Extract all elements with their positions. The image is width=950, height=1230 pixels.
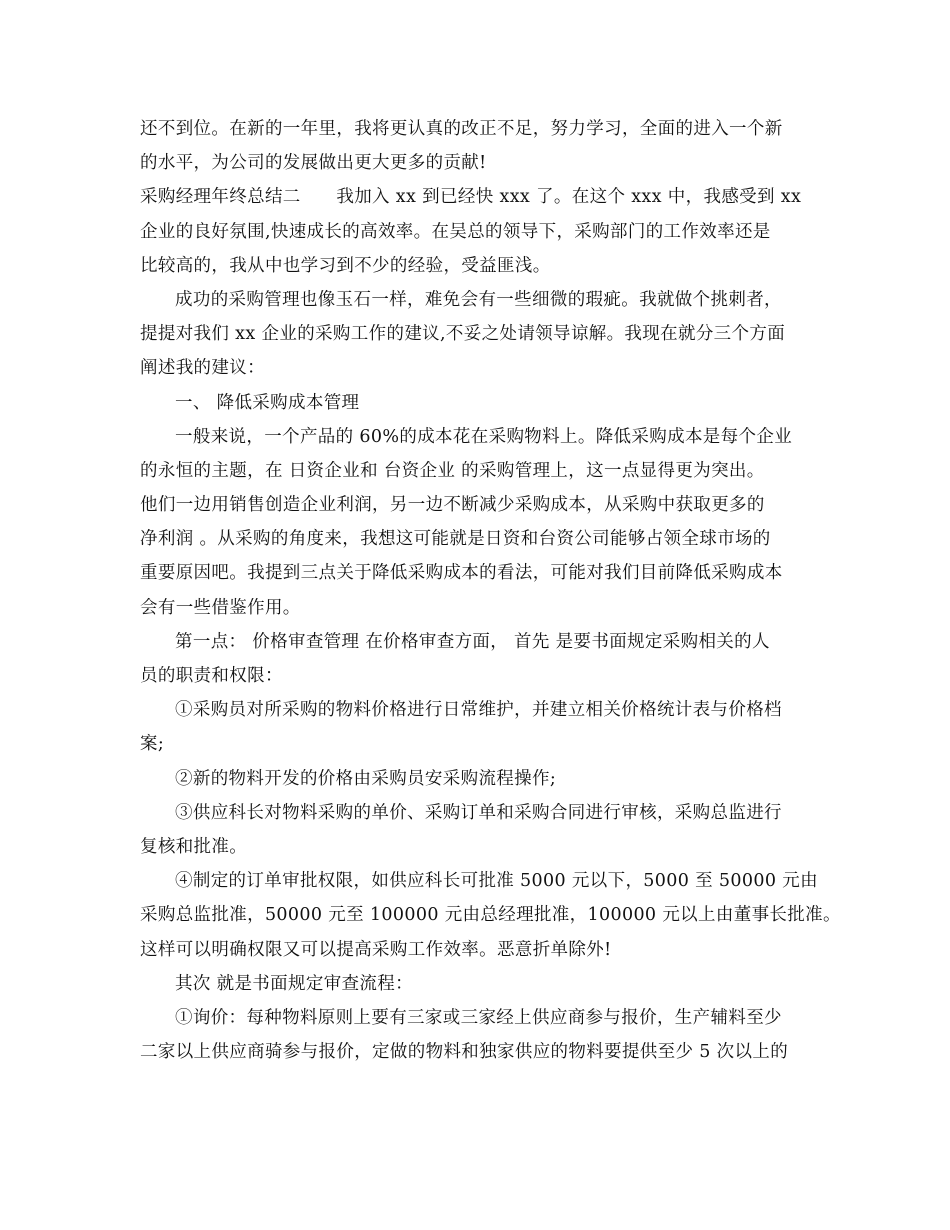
- list-item: ①采购员对所采购的物料价格进行日常维护，并建立相关价格统计表与价格档: [175, 700, 782, 721]
- text-line: 这样可以明确权限又可以提高采购工作效率。恶意折单除外!: [140, 939, 612, 960]
- list-item: ②新的物料开发的价格由采购员安采购流程操作;: [175, 768, 557, 789]
- list-item: ④制定的订单审批权限，如供应科长可批准 5000 元以下，5000 至 50000 元由: [175, 871, 818, 892]
- text-line: 采购总监批准，50000 元至 100000 元由总经理批准，100000 元以上由董事长批准。: [140, 905, 841, 926]
- text-line: 一般来说，一个产品的 60%的成本花在采购物料上。降低采购成本是每个企业: [175, 426, 793, 447]
- list-item: ①询价：每种物料原则上要有三家或三家经上供应商参与报价，生产辅料至少: [175, 1007, 782, 1028]
- text-line: 的水平，为公司的发展做出更大更多的贡献!: [140, 153, 487, 174]
- text-line: 采购经理年终总结二 我加入 xx 到已经快 xxx 了。在这个 xxx 中，我感受到 xx: [140, 187, 802, 208]
- text-line: 其次 就是书面规定审查流程：: [175, 973, 413, 994]
- text-line: 第一点： 价格审查管理 在价格审查方面， 首先 是要书面规定采购相关的人: [175, 631, 770, 652]
- text-line: 企业的良好氛围,快速成长的高效率。在吴总的领导下，采购部门的工作效率还是: [140, 221, 771, 242]
- text-line: 重要原因吧。我提到三点关于降低采购成本的看法，可能对我们目前降低采购成本: [140, 563, 783, 584]
- text-line: 的永恒的主题，在 日资企业和 台资企业 的采购管理上，这一点显得更为突出。: [140, 460, 765, 481]
- list-item: ③供应科长对物料采购的单价、采购订单和采购合同进行审核，采购总监进行: [175, 802, 782, 823]
- text-line: 案;: [140, 734, 165, 755]
- text-line: 还不到位。在新的一年里，我将更认真的改正不足，努力学习，全面的进入一个新: [140, 119, 783, 139]
- text-line: 他们一边用销售创造企业利润，另一边不断减少采购成本，从采购中获取更多的: [140, 495, 765, 516]
- text-line: 二家以上供应商骑参与报价，定做的物料和独家供应的物料要提供至少 5 次以上的: [140, 1042, 789, 1063]
- text-line: 成功的采购管理也像玉石一样，难免会有一些细微的瑕疵。我就做个挑刺者，: [175, 289, 782, 310]
- section-heading: 一、 降低采购成本管理: [175, 392, 360, 413]
- text-line: 比较高的，我从中也学习到不少的经验，受益匪浅。: [140, 255, 551, 276]
- text-line: 阐述我的建议：: [140, 358, 265, 379]
- text-line: 会有一些借鉴作用。: [140, 597, 301, 618]
- text-line: 提提对我们 xx 企业的采购工作的建议,不妥之处请领导谅解。我现在就分三个方面: [140, 324, 786, 345]
- text-line: 净利润 。从采购的角度来，我想这可能就是日资和台资公司能够占领全球市场的: [140, 529, 771, 550]
- text-line: 复核和批准。: [140, 836, 248, 857]
- document-body: [140, 112, 841, 1069]
- text-line: 员的职责和权限：: [140, 666, 283, 686]
